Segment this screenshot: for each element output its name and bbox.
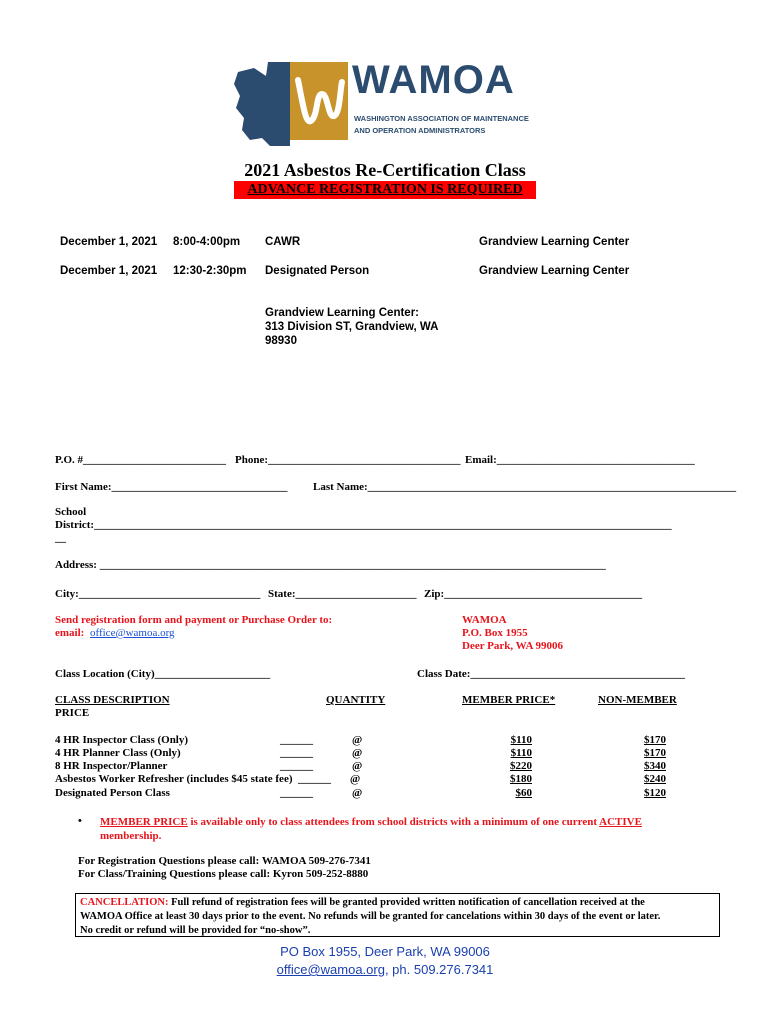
logo-subtitle-line1: WASHINGTON ASSOCIATION OF MAINTENANCE [354, 114, 529, 123]
state-field[interactable]: State:______________________ [268, 588, 417, 600]
footer-email-link[interactable]: office@wamoa.org [276, 962, 385, 977]
last-name-field[interactable]: Last Name:___________________________________________________________________ [313, 481, 737, 493]
wamoa-logo [232, 60, 542, 150]
class-row-4-non-member-price: $240 [644, 773, 666, 785]
po-number-field[interactable]: P.O. #__________________________ [55, 454, 227, 466]
class-row-1-member-price: $110 [510, 734, 532, 746]
header-member-price: MEMBER PRICE* [462, 694, 556, 706]
schedule-row-2-location: Grandview Learning Center [479, 265, 630, 277]
class-row-3-qty[interactable]: ______ [280, 760, 313, 772]
note-tail: membership. [100, 830, 162, 842]
email-field[interactable]: Email:____________________________________ [465, 454, 695, 466]
class-row-3-name: 8 HR Inspector/Planner [55, 760, 168, 772]
header-non-member: NON-MEMBER [598, 694, 677, 706]
logo-subtitle-line2: AND OPERATION ADMINISTRATORS [354, 126, 486, 135]
schedule-row-2-class: Designated Person [265, 265, 370, 277]
class-row-1-qty[interactable]: ______ [280, 734, 313, 746]
send-box: P.O. Box 1955 [462, 627, 528, 639]
send-email-label: email: [55, 627, 85, 639]
school-district-field[interactable]: District:_________________________________________________________________________________________________________ [55, 519, 672, 531]
city-field[interactable]: City:_________________________________ [55, 588, 261, 600]
class-row-5-name: Designated Person Class [55, 787, 170, 799]
phone-field[interactable]: Phone:___________________________________ [235, 454, 461, 466]
class-location-field[interactable]: Class Location (City)_____________________ [55, 668, 271, 680]
venue-street: 313 Division ST, Grandview, WA [265, 321, 439, 333]
class-questions: For Class/Training Questions please call: Kyron 509-252-8880 [78, 868, 369, 880]
class-row-1-non-member-price: $170 [644, 734, 666, 746]
first-name-field[interactable]: First Name:________________________________ [55, 481, 288, 493]
class-row-4-name: Asbestos Worker Refresher (includes $45 state fee) [55, 773, 293, 785]
cancellation-line1: Full refund of registration fees will be granted provided written notification of cancellation received at the [168, 897, 645, 908]
class-row-5-non-member-price: $120 [644, 787, 666, 799]
class-row-3-at: @ [352, 760, 363, 772]
footer [0, 943, 770, 979]
class-row-4-qty[interactable]: ______ [298, 773, 331, 785]
registration-questions: For Registration Questions please call: WAMOA 509-276-7341 [78, 855, 371, 867]
logo-wordmark: WAMOA [352, 58, 515, 102]
schedule-row-1-time: 8:00-4:00pm [173, 236, 241, 248]
class-row-5-qty[interactable]: ______ [280, 787, 313, 799]
page-title: 2021 Asbestos Re-Certification Class [244, 160, 526, 180]
schedule-row-1-class: CAWR [265, 236, 301, 248]
class-row-1-at: @ [352, 734, 363, 746]
schedule-row-1-date: December 1, 2021 [60, 236, 158, 248]
school-district-field-tail: __ [55, 532, 66, 544]
class-date-field[interactable]: Class Date:_______________________________________ [417, 668, 685, 680]
send-org: WAMOA [462, 614, 507, 626]
zip-field[interactable]: Zip:____________________________________ [424, 588, 643, 600]
schedule-row-2-time: 12:30-2:30pm [173, 265, 247, 277]
class-row-1-name: 4 HR Inspector Class (Only) [55, 734, 189, 746]
send-city: Deer Park, WA 99006 [462, 640, 564, 652]
send-email-link[interactable]: office@wamoa.org [90, 627, 175, 639]
class-row-3-member-price: $220 [510, 760, 532, 772]
member-price-note [100, 815, 700, 843]
class-row-2-qty[interactable]: ______ [280, 747, 313, 759]
cancellation-line2: WAMOA Office at least 30 days prior to the event. No refunds will be granted for cancelations within 30 days of the event or later. [80, 911, 661, 922]
cancellation-line3: No credit or refund will be provided for “no-show”. [80, 925, 311, 936]
washington-state-logo-icon [232, 60, 352, 150]
school-label: School [55, 506, 87, 518]
class-row-4-at: @ [350, 773, 361, 785]
venue-zip: 98930 [265, 335, 297, 347]
note-bullet: • [78, 815, 82, 827]
cancellation-box [75, 893, 720, 937]
advance-registration-banner: ADVANCE REGISTRATION IS REQUIRED [234, 181, 536, 199]
class-row-2-name: 4 HR Planner Class (Only) [55, 747, 181, 759]
class-row-3-non-member-price: $340 [644, 760, 666, 772]
class-row-2-at: @ [352, 747, 363, 759]
cancellation-label: CANCELLATION: [80, 897, 169, 908]
header-class-description: CLASS DESCRIPTION [55, 694, 170, 706]
note-member-price: MEMBER PRICE [100, 816, 188, 828]
note-active: ACTIVE [599, 816, 642, 828]
venue-name: Grandview Learning Center: [265, 307, 420, 319]
class-row-2-non-member-price: $170 [644, 747, 666, 759]
address-field[interactable]: Address: ____________________________________________________________________________________________ [55, 559, 606, 571]
header-price: PRICE [55, 707, 90, 719]
header-quantity: QUANTITY [326, 694, 386, 706]
class-row-5-at: @ [352, 787, 363, 799]
schedule-row-2-date: December 1, 2021 [60, 265, 158, 277]
note-text: is available only to class attendees from school districts with a minimum of one current [187, 816, 600, 828]
schedule-row-1-location: Grandview Learning Center [479, 236, 630, 248]
class-row-4-member-price: $180 [510, 773, 532, 785]
footer-address: PO Box 1955, Deer Park, WA 99006 [280, 944, 490, 959]
class-row-2-member-price: $110 [510, 747, 532, 759]
class-row-5-member-price: $60 [515, 787, 532, 799]
send-instructions: Send registration form and payment or Purchase Order to: [55, 614, 333, 626]
footer-contact [0, 961, 770, 979]
footer-phone: , ph. 509.276.7341 [384, 962, 494, 977]
